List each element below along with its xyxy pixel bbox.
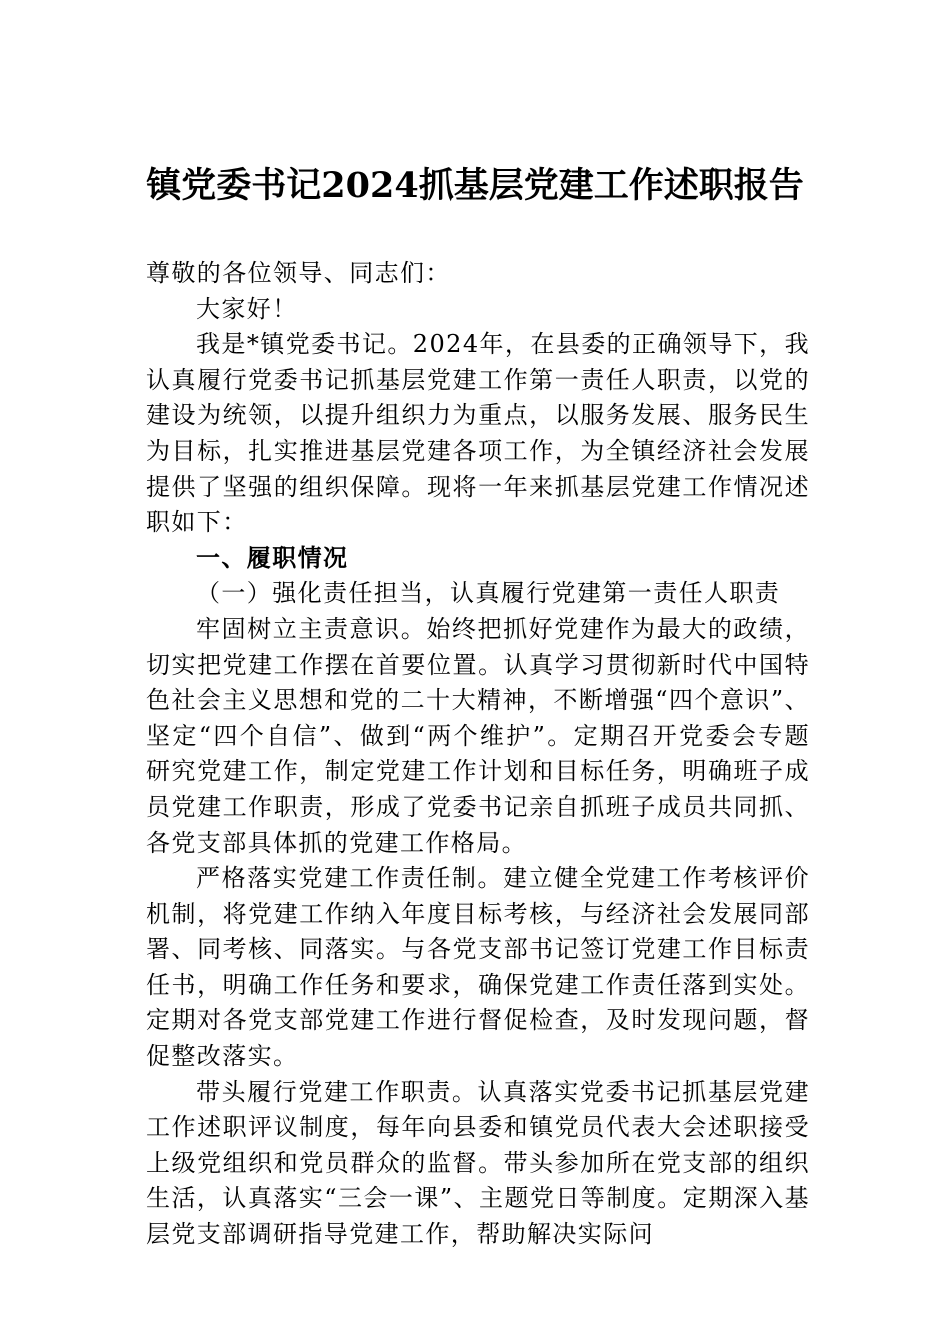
body-paragraph: 带头履行党建工作职责。认真落实党委书记抓基层党建工作述职评议制度，每年向县委和镇党员代表大会述职接受上级党组织和党员群众的监督。带头参加所在党支部的组织生活，认真落实“三会一课”、主题党日等制度。定期深入基层党支部调研指导党建工作，帮助解决实际问 (146, 1077, 810, 1249)
body-paragraph: 严格落实党建工作责任制。建立健全党建工作考核评价机制，将党建工作纳入年度目标考核，与经济社会发展同部署、同考核、同落实。与各党支部书记签订党建工作目标责任书，明确工作任务和要求，确保党建工作责任落到实处。定期对各党支部党建工作进行督促检查，及时发现问题，督促整改落实。 (146, 864, 810, 1071)
document-body (146, 256, 810, 1253)
section-heading: 一、履职情况 (196, 543, 349, 572)
body-paragraph: 牢固树立主责意识。始终把抓好党建作为最大的政绩，切实把党建工作摆在首要位置。认真学习贯彻新时代中国特色社会主义思想和党的二十大精神，不断增强“四个意识”、坚定“四个自信”、做到“两个维护”。定期召开党委会专题研究党建工作，制定党建工作计划和目标任务，明确班子成员党建工作职责，形成了党委书记亲自抓班子成员共同抓、各党支部具体抓的党建工作格局。 (146, 614, 810, 857)
intro-paragraph: 我是*镇党委书记。2024年，在县委的正确领导下，我认真履行党委书记抓基层党建工作第一责任人职责，以党的建设为统领，以提升组织力为重点，以服务发展、服务民生为目标，扎实推进基层党建各项工作，为全镇经济社会发展提供了坚强的组织保障。现将一年来抓基层党建工作情况述职如下： (146, 330, 810, 537)
document-title: 镇党委书记2024抓基层党建工作述职报告 (146, 165, 804, 206)
salutation: 尊敬的各位领导、同志们： (146, 259, 451, 287)
subsection-heading: （一）强化责任担当，认真履行党建第一责任人职责 (196, 579, 781, 608)
greeting: 大家好！ (196, 294, 298, 323)
